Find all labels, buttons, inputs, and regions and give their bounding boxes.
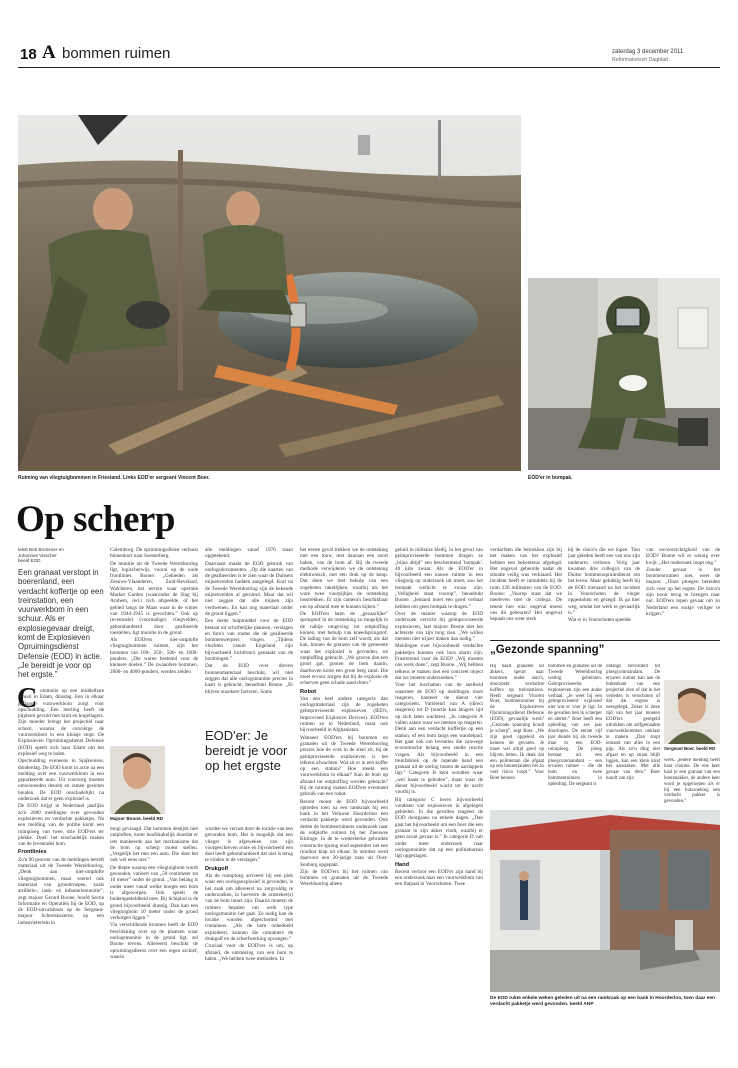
article-lead: Een granaat verstopt in boerenland, een verdacht koffertje op een treinstation, een vuurwerkbom in een schuur. Als er explosiegevaar dreigt, komt de Explosieven Opruimingsdienst Defensie (EOD) in actie. „Je bereidt je voor op het ergste.” [18, 568, 104, 680]
article-headline: Op scherp [16, 499, 175, 540]
article-column-5 [395, 547, 483, 1058]
col4-paragraph-6: Zijn de EOD'ers bij het ruimen van bommen en granaten uit de Tweede Wereldoorlog alleen [300, 868, 388, 888]
sidebar-paragraph-2: bommen en granaten uit de Tweede Wereldoorlog weinig geheimen. Geïmproviseerde explosieven zijn een ander verhaal. „Je weet bij een geïmproviseerd explosief niet wat er voor je ligt. In de gevallen ben ik scherper en alerter.” Boer heeft een opleiding van zes jaar doorlopen. De eerste vijf jaar diende hij als tweede man in een EOD-ruimploeg. De ploeg bestaat uit een ploegcommandant – een ervaren ruimer – die de bom en twee bommenruimers in opleiding. De sergeant is [548, 664, 602, 788]
article-column-7 [568, 547, 640, 627]
col5-paragraph-3: Meldingen over bijvoorbeeld verdachte pakketjes kunnen ook loos alarm zijn. Frustrerend voor de EOD? „Wij moeten ons werk doen”, zegt Boone. „Wij hebben telkens te maken met een concreet object dat we moeten onderzoeken.” [395, 643, 483, 681]
col7-paragraph-1: bij de risico's die we lopen. Tien jaar geleden heeft een van ons zijn onderarm verloren. Verig jaar kwamen drie collega's van de Duitse bommenopruimdienst om het leven. Maar gelukkig heeft bij de EOD niemand na het incident in Voorschoten de vinger opgestoken en gezegd: Ik ga hier weg, omdat het werk te gevaarlijk is.” [568, 547, 640, 616]
article-column-2 [110, 547, 198, 742]
byline-line-2: Johannes Visscher [18, 552, 57, 558]
article-column-2b [110, 826, 198, 1058]
col8-paragraph-2: Zonder gevaar is het bommenruimen niet, weet de majoor. „Onze ploegen bereiden zich voor op het ergste. De risico's zijn nooit terug te brengen naar nul. EOD'ers lopen gevaar om zo Nederland een stukje veiliger te krijgen.” [646, 566, 720, 617]
bank-ramraid-scene [490, 810, 720, 992]
portrait-boone-caption: Majoor Boone. beeld RD [110, 816, 164, 821]
portrait-boer [664, 680, 720, 744]
side-photo-caption: EOD'er in bompak. [528, 475, 573, 481]
dropcap: C [17, 683, 38, 714]
main-photo-caption: Ruiming van vliegtuigbommen in Friesland. Links EOD'er sergeant Vincent Boer. [18, 475, 210, 481]
col4-paragraph-5: Recent moest de EOD bijvoorbeeld optreden toen na een ramkraak bij een bank in het Veluwse Hoorderloo een verdacht pakketje werd gevonden. Ook deden de bommenruimers onderzoek naar de ontplofte ruimen bij het Zeeuwse Kittinge. In de te westerkerke gebruikte constructie sprong eind september net een rioolkar klap uit elkaar. In oktober werd daarvoor een 20-jarige man uit Oost-Souburg opgepakt. [300, 798, 388, 868]
portrait-boone [110, 746, 165, 814]
article-column-3 [205, 547, 293, 725]
col6-paragraph-1: verdachten die betrokken zijn bij het maken van het explosief hebben een bekentenis afgelegd. Het ongeval gebeurde nadat de situatie veilig was verklaard. Het incident heeft er inmiddels bij de ruim 220 militairen van de EOD. Boone: „Voorop staat dat we meeleven met de collega. De teneur hier was: ongeval moest ons dit gebeuren? Het ongeval bepaalt ons weer sterk [490, 547, 562, 623]
sidebar-paragraph-1: Hij haalt granaten uit akkers, speurt naar bommen onder auto's, doorzoekt verdachte koffers op treinstations. Heeft sergeant Vincent Boer, bommenruimer bij de Explosieven Opruimingsdienst Defensie (EOD), gevaarlijk werk? „Gezonde spanning houdt je scherp”, zegt Boer. „We zijn goed opgeleid en kennen de gevaren. Je moet wel altijd goed op blijven letten. Ik denk dat een politieman die afgaat op een bunnerlanden het zo veel risico loopt.” Voor Boer kennen [490, 664, 544, 782]
col2-paragraph-6: Via verschillende bronnen heeft de EOD beschikking over op de plaatsen waar oorlogsmunitie in de grond ligt, zei Boone tevens. Allereerst beschikt de opruimingsdienst over een eigen archief, waarin [110, 922, 198, 960]
portrait-boone-image [110, 746, 165, 814]
col8-paragraph-1: van onvoorzichtigheid van de EOD? Boone wil er weinig over kwijt. „Het onderzoek loopt nog.” [646, 547, 720, 566]
col1-paragraph-4: Zo'n 90 procent van de meldingen betreft materiaal uit de Tweede Wereldoorlog. „Denk aan niet-ontplofte vliegtuigbommen, maar veertel ook materiaal van grondtroepen, zoals artillerie-, tank- en infanteriemunitie”, zegt majoor Gerard Boone, hoofd Sectie Informatie en Operatiën bij de EOD, op de EOD-uitvalsbasis op de Sergeant-majoor Schreiskazerne, op een industrieterrein in [18, 856, 104, 926]
header-date: zaterdag 3 december 2011 [612, 49, 684, 55]
pull-quote: EOD'er: Je bereidt je voor op het ergste [205, 728, 288, 773]
col4-paragraph-1: het eerste geval trekken we de ontsteking met een touw, met daaraan een soort haken, van de bom af. Bij de tweede methode verwijderen we de ontsteking elektronisch, met een druk op de knop. Dat doen we met behulp van een zogeheten raketlijken, waarbij als het ware twee vuurpijltjes de ontsteking losstrekken. Er zijn camera's beschikbaar om op afstand mee te kunnen kijken.” [300, 547, 388, 610]
byline [18, 547, 104, 564]
subheading-hand: Hand [395, 861, 409, 868]
bomb-suit-scene [528, 278, 720, 470]
header-rule [18, 67, 720, 68]
col3-paragraph-5: worden we verrast door de locatie van een gevonden bom. Het is mogelijk dat een vlieger is afgeweken van zijn voorgeschreven route en bijvoorbeeld een doel heeft gebombardeerd dat niet is terug te vinden in de verslagen.” [205, 826, 293, 864]
col2-paragraph-1: Culemborg. De opruimingsdienst verhuist binnenkort naar Soesterberg. [110, 547, 198, 560]
subheading-drukgolf: Drukgolf [205, 865, 228, 872]
col3-paragraph-7: Cruciaal voor de EOD'ers is om, op afstand, de ontsteking van een bom te halen. „We hebben twee methoden. In [205, 943, 293, 962]
col2-paragraph-5: De diepte waarop een vliegtuigbom wordt gevonden, varieert van „50 centimeter tot 10 meter” onder de grond. „Van belang is onder meer vanaf welke hoogte een bom is afgeworpen. Ook speelt de bodemgesteldheid mee. Bij Schiphol is de grond bijvoorbeeld drassig. Dan kan een vliegtuigbom 10 meter onder de grond verborgen liggen.” [110, 864, 198, 922]
article-column-4 [300, 547, 388, 1058]
newspaper-name: Reformatorisch Dagblad [612, 57, 668, 63]
portrait-boer-image [664, 680, 720, 744]
bomb-disposal-scene [18, 115, 521, 471]
sidebar-title: „Gezonde spanning” [490, 644, 605, 656]
col5-paragraph-1: geluld in militaire kledij, in het geval van geïmproviseerde bommen dragen ze „bijna altijd” een beschermend 'bompak'. 40 kilo zwaar. Als de EOD'er in bijvoorbeeld een nauwe ruimte in een vliegtuig op onderzoek uit moet, zou het bompak wellicht te zwaar zijn. „Veiligheid staat voorop”, benadrukt Boone. „Iemand moet een goed verhaal hebben om geen bompak te dragen.” [395, 547, 483, 610]
col1-paragraph-2: Opschudding eveneens in Spijkenisse, donderdag. De EOD komt in actie na een melding over een vuurwerkbom in een geparkeerde auto. Uit voorzorg moeten omwonenden deuren en ramen gesloten houden. De EOD onschadelijkt na onderzoek dat er geen explosief is. [18, 758, 104, 803]
col1-paragraph-3: De EOD krijgt in Nederland jaarlijks zo'n 2000 meldingen over gevonden explosieven en verdachte pakketjes. Na een melding van de politie komt een ruimploeg van twee, drie EOD'ers ter plekke. Doel: het onschadelijk maken van de leventadel bom. [18, 803, 104, 848]
col5-paragraph-6: Recent verloor een EOD'er zijn hand bij een onderzoek naar een vuurwerkbom van een flatpaal in Voorschoten. Twee [395, 868, 483, 888]
byline-line-1: tekst Bob Brommer en [18, 547, 64, 552]
col4-paragraph-3: Van een heel andere categorie dan oorlogsmateriaal zijn de zogeheten geïmproviseerde explosieven (IED's, Improvised Explosive Devices). EOD'ers ruimen ze in Nederland, maar ook bijvoorbeeld in Afghanistan. [300, 695, 388, 734]
page-number: 18 [20, 46, 37, 63]
col3-paragraph-2: Daarnaast maakt de EOD gebruik van oorlogsdocumenten. „Op die kaarten van de geallieerden is te zien waar de Duitsers mijnenvelden hadden aangelegd. Kort na de Tweede Wereldoorlog zijn de bekende mijnenvelden al geruimd. Maar dat wil niet zeggen dat alle mijnen zijn verdwenen. En kan nog materiaal onder de grond liggen.” [205, 560, 293, 617]
section-letter: A [42, 42, 56, 63]
col2-paragraph-3: Als EOD'ers niet-ontplofte vliegtuigbommen ruimen, zijn het bommen van 100-, 250-, 500- en 1000-ponders. „Die waren bestemd voor de kleinere doelen.” De zwaardere bommen, 2000- en 4000-ponders, werden zelden [110, 637, 198, 675]
col1-paragraph-1: ommotie op een middelbare school in Edam, dinsdag. Een in elkaar geflanste vuurwerkbom zorgt voor opschudding. Een leerling heeft de pijpbom gevuld met kruit en kogellagers. Zijn moeder brengt het projectiel naar school, waarna de conciërge de vuurwerkbom in een kluisje stopt. De Explosieven Opruimingsdienst Defensie (EOD) speelt zich naar Edam om het explosief weg te halen. [18, 688, 104, 757]
sidebar-column-3 [606, 664, 660, 804]
sidebar-paragraph-3: onlangs bevorderd tot ploegcommandant. De ervaren ruimer kan aan de buitenkant van een projectiel zien of dat in het verleden is verschoten of dat dat ergens is neergelegd. Zeker is deze tijd van het jaar moeten EOD'ers geregeld uitrukken om zelfgemaakte vuurwerkbommen onklaar te maken. „Dan stopt iemand van alles in een pijp. Als zo'n ding niet afgaat en op straat blijft liggen, kan een klein kind het aanstaken. Met alle gevaar van dien.” Boer houdt van zijn [606, 664, 660, 782]
col5-paragraph-4: Voor het inschatten van de snelheid waarmee de EOD op meldingen moet reageren, hanteert de dienst vier categorieën. Variërend van A (direct reageren) tot D (reactie kan langere tijd op zich laten wachten). „In categorie A vallen zaken waar we meteen op reageren. Denk aan een verdacht koffertje op een station, of een bom langs een wandelpad. Het gaat ook om leventies die vanwege economische belang een snelle reactie vragen. Als bijvoorbeeld in een treinfabriek op de lopende band een granaat uit de oorlog tussen de aardappels ligt.” Categorie B kent wondten waar „wel haast is geboden”, maar waar de dienst bijvoorbeeld wacht tot de nacht voorbij is. [395, 682, 483, 796]
col3-paragraph-6: Als de ruimploeg arriveert bij een plek waar een oorlogsexplosief is gevonden, is het zaak om allereerst na zorgvuldig te onderzoeken, in hoeverre de ontsteker(s) van de bom intact zijn. Daarna moeten de ruimers bepalen om welk type oorlogsmunitie het gaat. Zo nodig kan de locatie worden afgeschermd met containers. „Als de bom onbedoeld explodeert, kunnen die containers de drukgolf en de scherfwerking opvangen.” [205, 873, 293, 943]
subheading-frontlinies: Frontlinies [18, 849, 47, 856]
bank-photo [490, 810, 720, 992]
sidebar-column-4 [664, 758, 720, 806]
col2-paragraph-2: De munitie uit de Tweede Wereldoorlog ligt, logischerwijs, vooral op de oude frontlinies. Boone: „Gebieden als Zeeuws-Vlaanderen, Zuid-Beveland, Walcheren, het terrein waar operatie Market Garden (waaronder de Slag bij Arnhem, red.) zich afspeelde, of het gebied langs de Maas waar in de winter van 1944-1945 is gevochten.” Ook op (eventuele) (voormalige) vliegvelden, gebombardeerd door geallieerde toestellen, ligt munitie in de grond. [110, 560, 198, 636]
side-photo [528, 278, 720, 470]
col4-paragraph-4: Wanneer EOD'ers bij bommen en granaten uit de Tweede Wereldoorlog precies hoe de vork in de steel zit, bij de geïmproviseerde explosieven is het telkens afwachten. Wat zit er in een koffer op een station? Hoe steekt een vuurwerkbom in elkaar? Kan de bom op afstand tot ontploffing worden gebracht? Bij de ruiming maken EOD'ers eventueel gebruik van een robot. [300, 734, 388, 798]
subheading-robot: Robot [300, 688, 317, 695]
col3-paragraph-1: alle meldingen vanaf 1970 staan opgetekend. [205, 547, 293, 560]
article-column-8 [646, 547, 720, 627]
col3-paragraph-4: Dat de EOD over dreven bronnenmateriaal beschikt, wil niet zeggen dat alle oorlogsmunitie precies in kaart is gebracht, benadrukt Boone. „Er blijven onzekere factoren. Soms [205, 663, 293, 695]
col2-paragraph-4: mogi gevraagd. Dat bommen destijds niet ontploften, komt hoofdzakelijk doordat er iets mankeerde aan het mechanisme dat de bom op scherp moest stellen. „Vergelijk het met een auto. Die doet het ook wel eens niet.” [110, 826, 198, 864]
article-column-1 [17, 683, 104, 1058]
portrait-boer-caption: Sergeant Boer. beeld RD [664, 746, 716, 751]
col5-paragraph-5: Bij categorie C heren bijvoorbeeld vondsten van explosieven in afgelegen gebieden. In die gevallen reageert de EOD doorgaans na enkele dagen. „Dan gaat het bijvoorbeeld om een boer die een granaat in zijn akker vindt, waarbij er geen acuut gevaar is.” In categorie D valt onder meer onderzoek naar oorlogsmunitie dat op een politiebureau ligt opgeslagen. [395, 796, 483, 860]
sidebar-column-2 [548, 664, 602, 804]
article-column-3b [205, 826, 293, 1058]
bank-photo-caption: De EOD rukte enkele weken geleden uit na een ramkraak op een bank in Hoorderloo, toen daar een verdacht pakketje werd gevonden. beeld ANP [490, 996, 715, 1007]
main-photo [18, 115, 521, 471]
sidebar-column-1 [490, 664, 544, 804]
col7-paragraph-2: Wat er in Voorschoten speelde [568, 617, 631, 624]
sidebar-top-rule [490, 640, 720, 641]
col4-paragraph-2: De EOD'ers laten de „gevaarlijke” springstof in de ontsteking zo mogelijk in de nabije omgeving tot ontploffing komen, met behulp van kneedspringstof. De lading van de bom zelf wordt, als dat kan, binnen de grenzen van de gemeente waar het explosief is gevonden, tot ontploffing gebracht. „We graven dan een groot gat, gooien de bom daarin, daarboven komt een grote berg zand. Die moet ervoor zorgen dat bij de explosie de scherven geen schade aanrichten.” [300, 610, 388, 687]
byline-line-3: beeld EOD [18, 558, 41, 564]
col5-paragraph-2: Over de manier waarop de EOD onderzoek verricht bij geïmproviseerde explosieven, laat majoor Boone niet het achterste van zijn tong zien. „We willen mensen niet wijzer maken dan nodig.” [395, 610, 483, 643]
section-title: bommen ruimen [62, 45, 171, 62]
article-column-6 [490, 547, 562, 627]
col3-paragraph-3: Een derde hulpmiddel voor de EOD bestaat uit schriftelijke plannen, verslagen en foto's van routes die de geallieerde bommenwerpers vlogen. „Tijdens vluchten vanuit Engeland zijn bijvoorbeeld luchtfoto's gemaakt van de bombingen.” [205, 618, 293, 663]
sidebar-paragraph-4: werk. „Iedere melding heeft haar charme. De ene keer haal je een granaat van een boerenakker, de andere keer word je opgeroepen als er bij een huiszoeking een verdacht pakket is gevonden.” [664, 758, 720, 805]
